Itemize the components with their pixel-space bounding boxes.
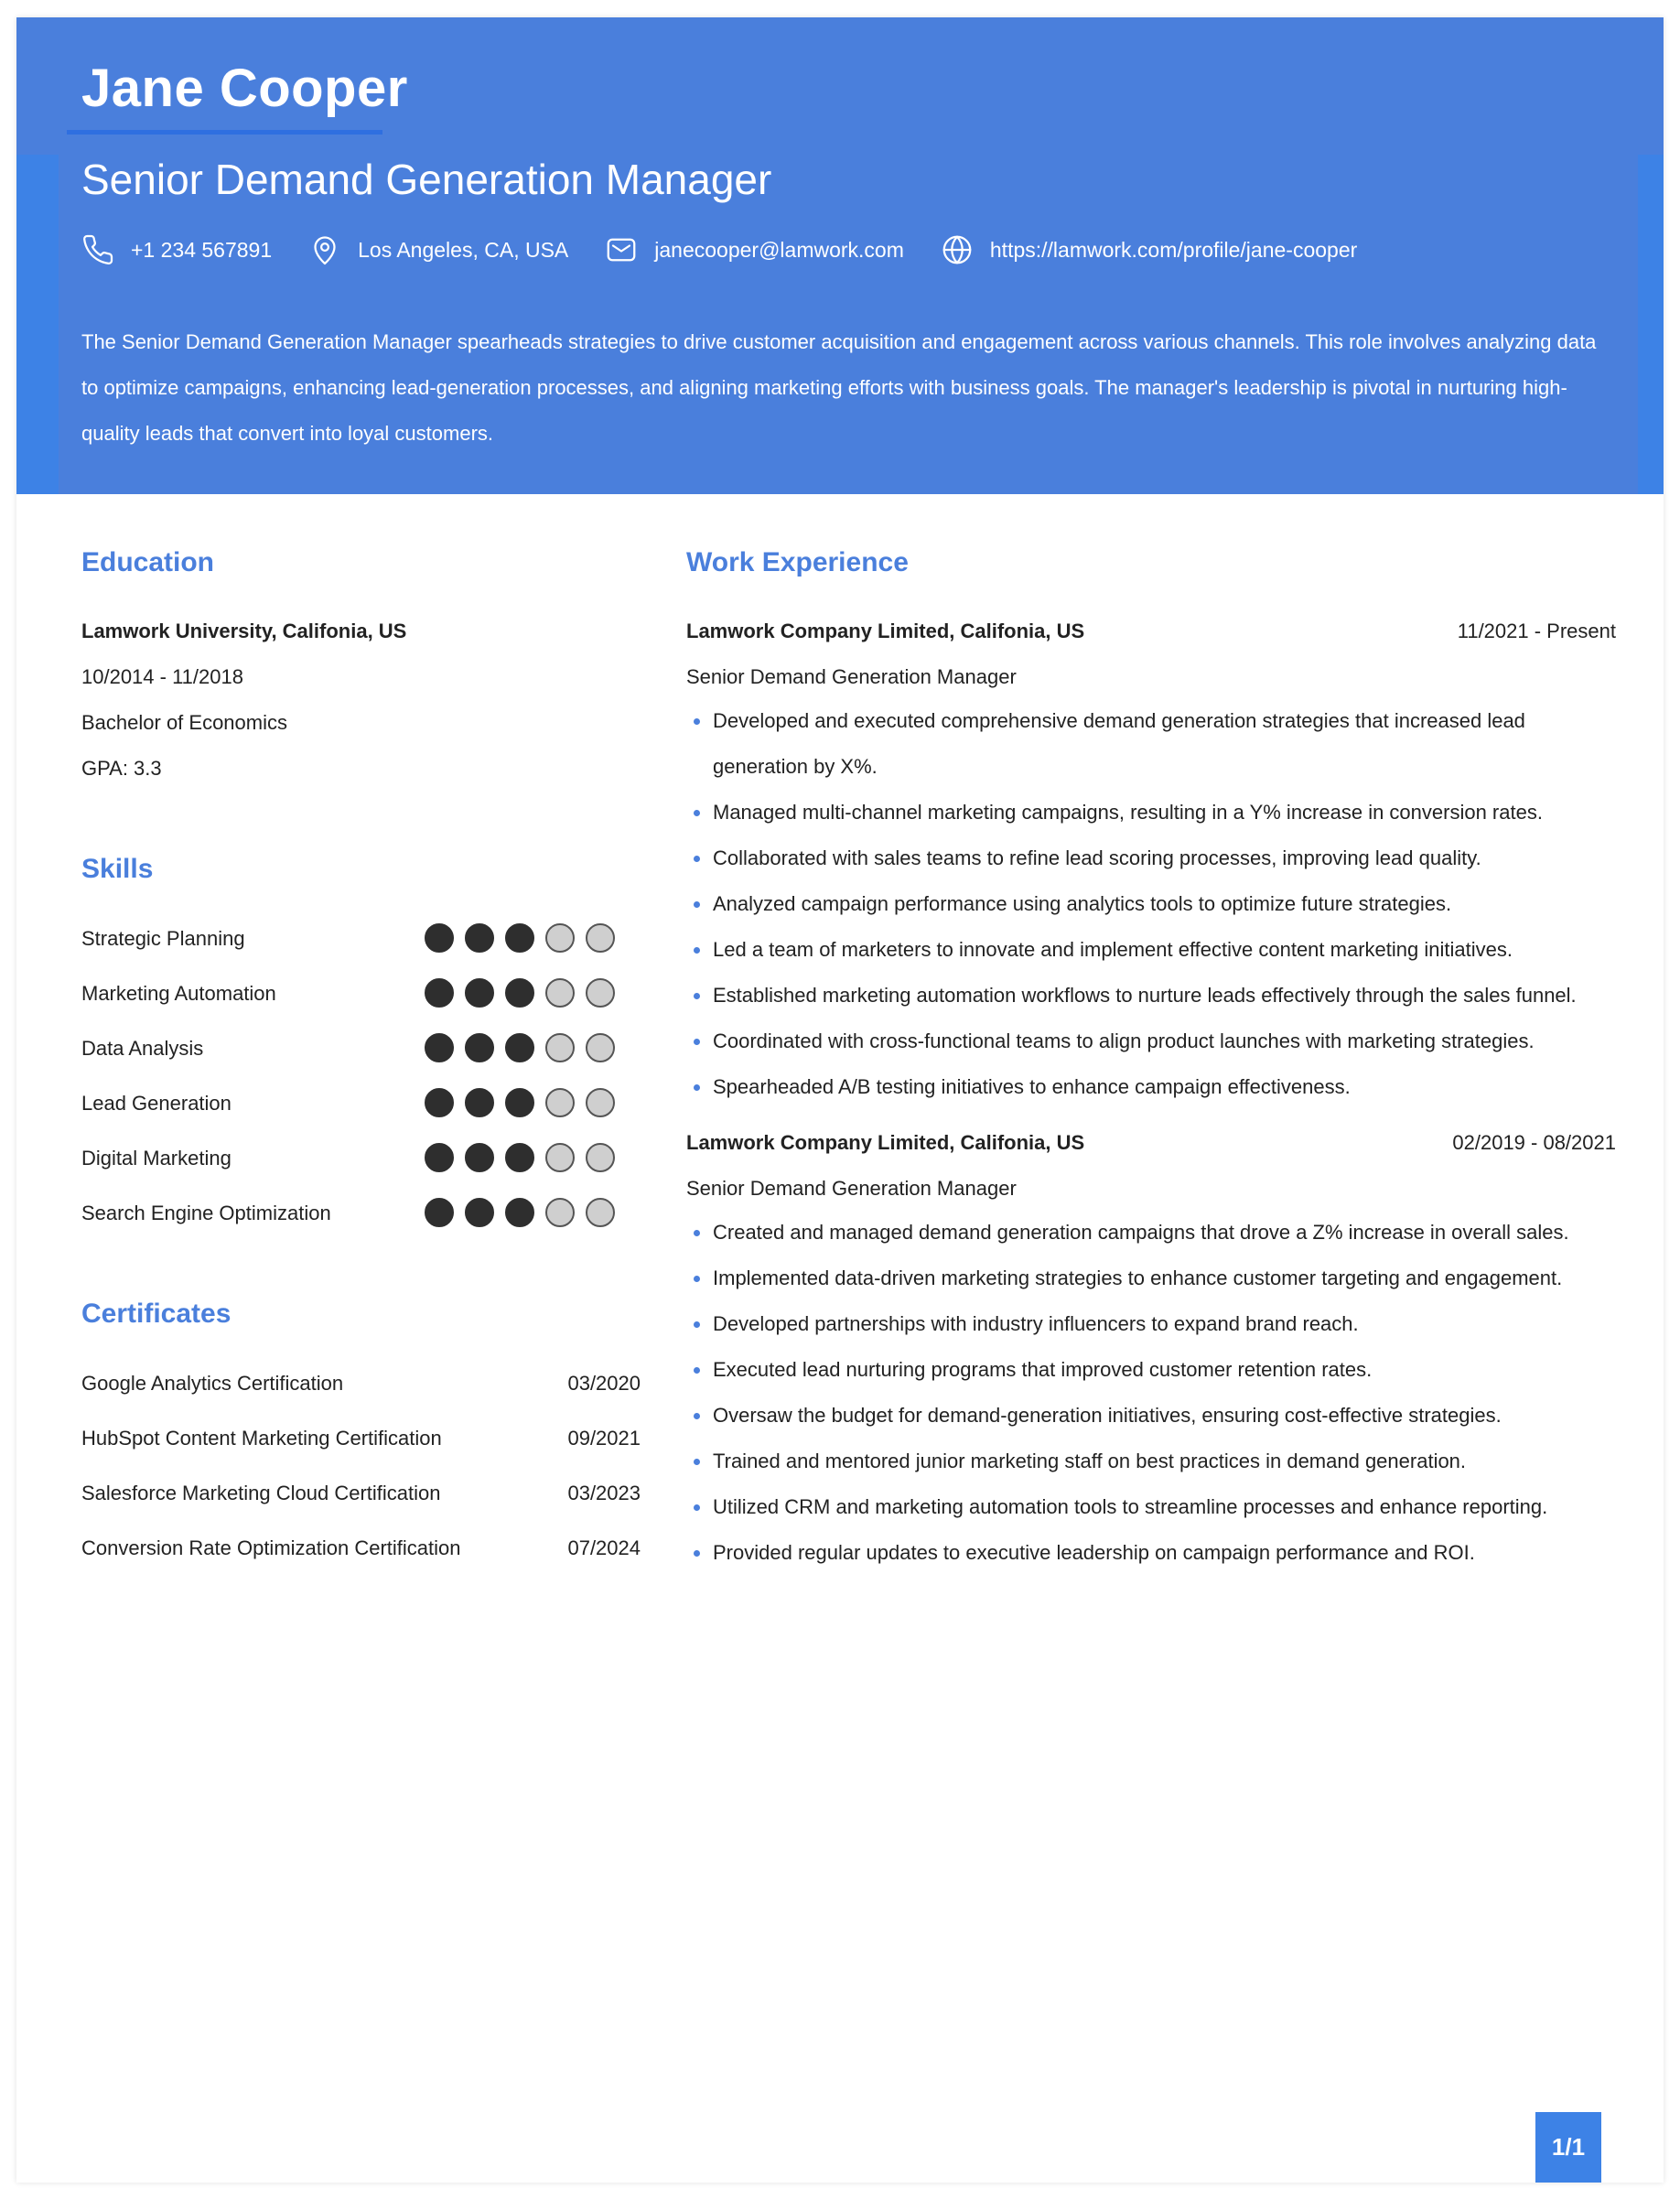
globe-icon bbox=[941, 233, 974, 266]
skill-dot-filled bbox=[505, 923, 534, 953]
skill-dot-empty bbox=[586, 978, 615, 1008]
education-heading: Education bbox=[81, 547, 215, 577]
name-underline bbox=[67, 130, 382, 135]
job-dates: 02/2019 - 08/2021 bbox=[1452, 1131, 1616, 1154]
skill-name: Data Analysis bbox=[81, 1037, 204, 1060]
certificate-name: Salesforce Marketing Cloud Certification bbox=[81, 1482, 441, 1504]
skill-dot-empty bbox=[545, 1143, 575, 1172]
education-dates: 10/2014 - 11/2018 bbox=[81, 665, 243, 688]
job-bullet: Executed lead nurturing programs that improved customer retention rates. bbox=[686, 1347, 1620, 1393]
skill-dot-filled bbox=[425, 1198, 454, 1227]
skills-heading: Skills bbox=[81, 854, 154, 884]
job-bullet: Developed partnerships with industry influencers to expand brand reach. bbox=[686, 1301, 1620, 1347]
skill-dot-empty bbox=[545, 1198, 575, 1227]
skill-dot-filled bbox=[465, 1033, 494, 1062]
candidate-name: Jane Cooper bbox=[81, 59, 408, 118]
contact-website[interactable] bbox=[941, 233, 1357, 266]
certificate-name: Google Analytics Certification bbox=[81, 1372, 344, 1395]
phone-text: +1 234 567891 bbox=[131, 237, 273, 262]
skill-dot-filled bbox=[505, 1088, 534, 1117]
skill-name: Strategic Planning bbox=[81, 927, 245, 950]
header-accent-right bbox=[1638, 155, 1664, 494]
skill-dot-filled bbox=[425, 1143, 454, 1172]
skill-dot-filled bbox=[505, 1198, 534, 1227]
job-bullet: Established marketing automation workflows to nurture leads effectively through the sales funnel. bbox=[686, 973, 1620, 1019]
skill-dot-empty bbox=[545, 978, 575, 1008]
contact-phone bbox=[81, 233, 272, 266]
job-bullet: Utilized CRM and marketing automation tools to streamline processes and enhance reporting. bbox=[686, 1484, 1620, 1530]
skill-dot-filled bbox=[505, 1033, 534, 1062]
contact-email[interactable] bbox=[605, 233, 904, 266]
skill-name: Marketing Automation bbox=[81, 982, 276, 1005]
skill-name: Search Engine Optimization bbox=[81, 1202, 331, 1224]
header-accent-left bbox=[16, 155, 59, 494]
skill-dot-empty bbox=[586, 923, 615, 953]
education-school: Lamwork University, Califonia, US bbox=[81, 620, 407, 642]
skill-rating bbox=[425, 1033, 626, 1062]
certificate-name: Conversion Rate Optimization Certification bbox=[81, 1536, 461, 1559]
education-degree: Bachelor of Economics bbox=[81, 711, 287, 734]
skill-dot-filled bbox=[465, 923, 494, 953]
certificate-name: HubSpot Content Marketing Certification bbox=[81, 1427, 442, 1450]
job-bullet: Collaborated with sales teams to refine lead scoring processes, improving lead quality. bbox=[686, 835, 1620, 881]
location-pin-icon bbox=[308, 233, 341, 266]
skill-dot-filled bbox=[425, 1088, 454, 1117]
skill-dot-empty bbox=[586, 1033, 615, 1062]
skill-dot-filled bbox=[465, 1198, 494, 1227]
skill-dot-empty bbox=[586, 1143, 615, 1172]
skill-dot-filled bbox=[465, 978, 494, 1008]
job-company: Lamwork Company Limited, Califonia, US bbox=[686, 620, 1085, 642]
job-company: Lamwork Company Limited, Califonia, US bbox=[686, 1131, 1085, 1154]
job-role: Senior Demand Generation Manager bbox=[686, 1177, 1017, 1200]
certificate-date: 03/2023 bbox=[567, 1482, 641, 1504]
job-bullet: Managed multi-channel marketing campaigns, resulting in a Y% increase in conversion rates. bbox=[686, 790, 1620, 835]
job-bullet: Created and managed demand generation campaigns that drove a Z% increase in overall sales. bbox=[686, 1210, 1620, 1256]
job-bullet: Led a team of marketers to innovate and implement effective content marketing initiatives. bbox=[686, 927, 1620, 973]
resume-header bbox=[16, 17, 1664, 494]
skill-dot-empty bbox=[586, 1088, 615, 1117]
job-dates: 11/2021 - Present bbox=[1457, 620, 1616, 642]
job-bullet: Developed and executed comprehensive demand generation strategies that increased lead generation by X%. bbox=[686, 698, 1620, 790]
email-text[interactable]: janecooper@lamwork.com bbox=[654, 237, 904, 262]
job-bullet: Coordinated with cross-functional teams to align product launches with marketing strategies. bbox=[686, 1019, 1620, 1064]
email-icon bbox=[605, 233, 638, 266]
job-bullets bbox=[686, 698, 1620, 1110]
candidate-job-title: Senior Demand Generation Manager bbox=[81, 156, 772, 203]
job-role: Senior Demand Generation Manager bbox=[686, 665, 1017, 688]
page-number-badge: 1/1 bbox=[1535, 2112, 1601, 2183]
skill-rating bbox=[425, 978, 626, 1008]
resume-page bbox=[16, 17, 1664, 2183]
profile-summary: The Senior Demand Generation Manager spearheads strategies to drive customer acquisition and engagement across various channels. This role involves analyzing data to optimize campaigns, enhancing lead-generation processes, and aligning marketing efforts with business goals. The manager's leadership is pivotal in nurturing high-quality leads that convert into loyal customers. bbox=[81, 330, 1597, 445]
job-bullet: Spearheaded A/B testing initiatives to enhance campaign effectiveness. bbox=[686, 1064, 1620, 1110]
job-bullet: Implemented data-driven marketing strategies to enhance customer targeting and engagement. bbox=[686, 1256, 1620, 1301]
job-bullet: Analyzed campaign performance using analytics tools to optimize future strategies. bbox=[686, 881, 1620, 927]
job-bullet: Oversaw the budget for demand-generation initiatives, ensuring cost-effective strategies. bbox=[686, 1393, 1620, 1439]
education-gpa: GPA: 3.3 bbox=[81, 757, 162, 780]
job-bullets bbox=[686, 1210, 1620, 1576]
skill-dot-empty bbox=[545, 923, 575, 953]
job-bullet: Trained and mentored junior marketing staff on best practices in demand generation. bbox=[686, 1439, 1620, 1484]
skill-rating bbox=[425, 923, 626, 953]
location-text: Los Angeles, CA, USA bbox=[358, 237, 569, 262]
certificate-date: 09/2021 bbox=[567, 1427, 641, 1450]
skill-rating bbox=[425, 1088, 626, 1117]
skill-dot-empty bbox=[586, 1198, 615, 1227]
skill-dot-filled bbox=[425, 1033, 454, 1062]
skill-dot-filled bbox=[505, 1143, 534, 1172]
certificate-date: 07/2024 bbox=[567, 1536, 641, 1559]
skill-dot-filled bbox=[425, 978, 454, 1008]
website-text[interactable]: https://lamwork.com/profile/jane-cooper bbox=[989, 237, 1358, 262]
certificate-date: 03/2020 bbox=[567, 1372, 641, 1395]
skill-dot-filled bbox=[465, 1143, 494, 1172]
skill-rating bbox=[425, 1143, 626, 1172]
skill-dot-filled bbox=[425, 923, 454, 953]
skill-dot-empty bbox=[545, 1088, 575, 1117]
skill-dot-filled bbox=[505, 978, 534, 1008]
certificates-heading: Certificates bbox=[81, 1299, 232, 1329]
skill-name: Digital Marketing bbox=[81, 1147, 232, 1170]
contact-bar bbox=[81, 230, 1394, 270]
contact-location bbox=[308, 233, 568, 266]
skill-rating bbox=[425, 1198, 626, 1227]
job-bullet: Provided regular updates to executive leadership on campaign performance and ROI. bbox=[686, 1530, 1620, 1576]
work-experience-heading: Work Experience bbox=[686, 547, 909, 577]
skill-dot-empty bbox=[545, 1033, 575, 1062]
skill-dot-filled bbox=[465, 1088, 494, 1117]
skill-name: Lead Generation bbox=[81, 1092, 232, 1115]
phone-icon bbox=[81, 233, 114, 266]
